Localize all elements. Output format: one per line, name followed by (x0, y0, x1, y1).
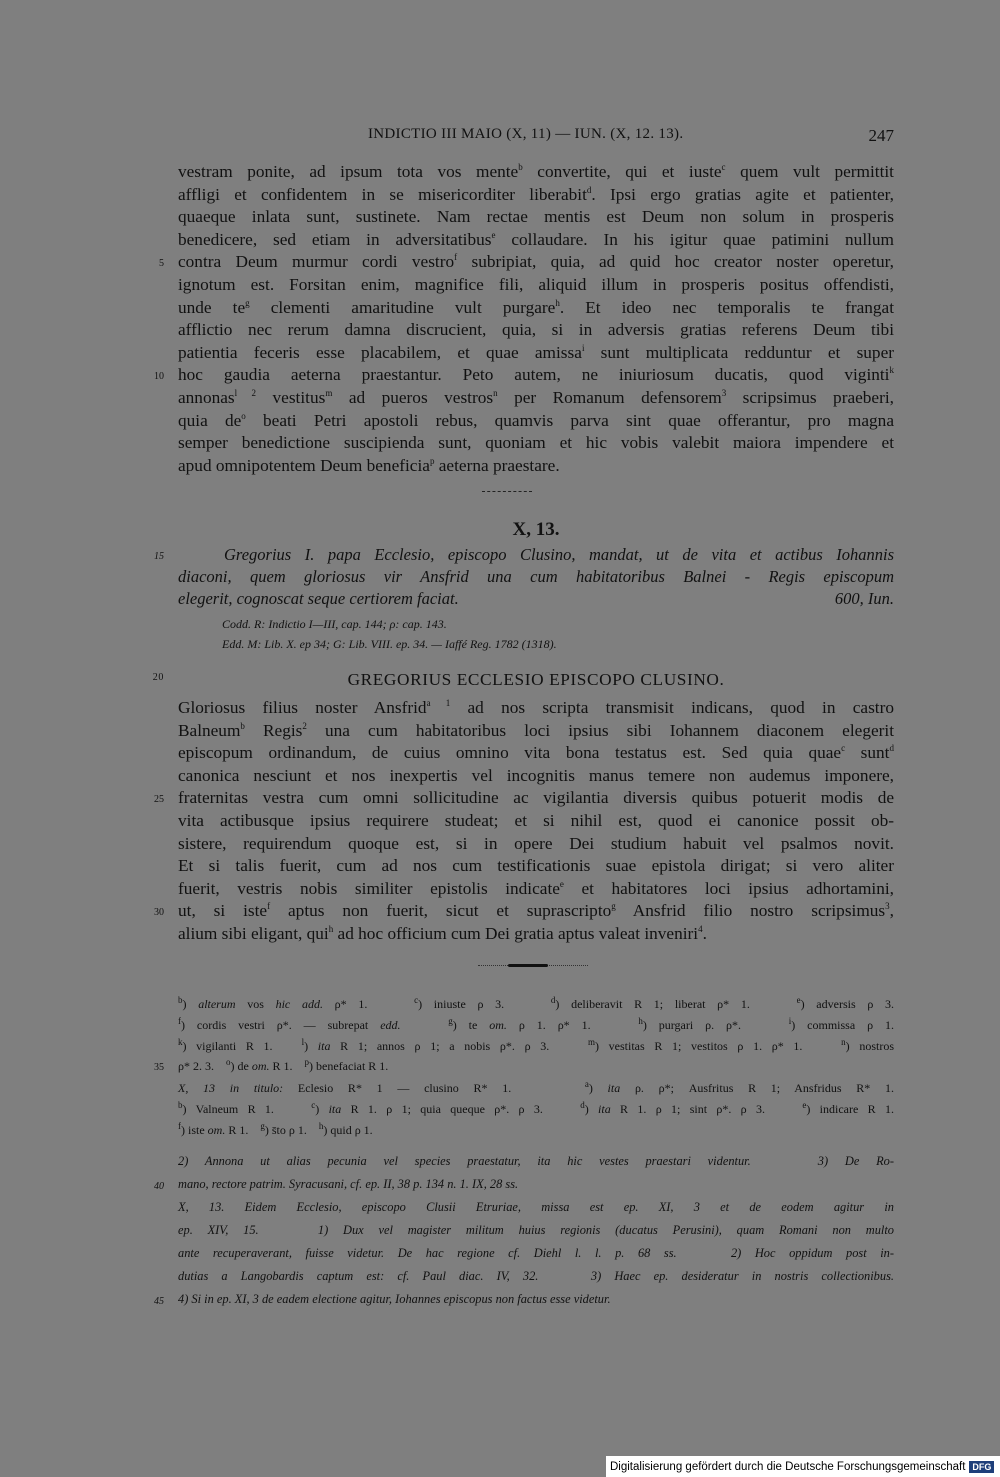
text-line: sistere, requirendum quoque est, si in opere Dei studium habuit vel psalmos novit. (178, 833, 894, 853)
text-line: benedicere, sed etiam in adversitatibus$^e$ collaudare. In his igitur quae patimini nullum (178, 229, 894, 249)
note-line: $^b$) alterum vos hic add. ρ* 1. $^c$) iniuste ρ 3. $^d$) deliberavit R 1; liberat ρ* 1. $^e$) adversis ρ 3. (178, 995, 895, 1011)
note-line: X, 13 in titulo: Eclesio R* 1 — clusino R* 1. $^a$) ita ρ. ρ*; Ausfritus R 1; Ansfridus R* 1. (178, 1079, 894, 1095)
note-line: 4) Si in ep. XI, 3 de eadem electione agitur, Iohannes episcopus non factus esse videtur. (178, 1292, 611, 1306)
apparatus-notes-title (178, 1078, 894, 1140)
line-number: 45 (154, 1296, 164, 1307)
explanatory-notes-x13 (154, 1196, 894, 1311)
regest-line: elegerit, cognoscat seque certiorem faciat. (178, 589, 459, 608)
line-number: 20 (152, 672, 164, 683)
note-line: $^f$) cordis vestri ρ*. — subrepat edd. $^g$) te om. ρ 1. ρ* 1. $^h$) purgari ρ. ρ*. $^i$) commissa ρ 1. (178, 1015, 895, 1032)
note-line: ep. XIV, 15. 1) Dux vel magister militum huius regionis (ducatus Perusini), quam Romani non multo (178, 1223, 894, 1237)
line-number: 15 (154, 551, 164, 562)
note-line: dutias a Langobardis captum est: cf. Paul diac. IV, 32. 3) Haec ep. desideratur in nostris collectionibus. (178, 1269, 894, 1283)
editions-line: Edd. M: Lib. X. ep 34; G: Lib. VIII. ep. 34. — Iaffé Reg. 1782 (1318). (222, 637, 557, 651)
addressee-heading (152, 670, 894, 690)
text-line: alium sibi eligant, qui$^h$ ad hoc officium cum Dei gratia aptus valeat inveniri$^4$. (178, 923, 707, 943)
explanatory-notes (154, 1150, 894, 1196)
text-line: hoc gaudia aeterna praestantur. Peto autem, ne iniuriosum ducatis, quod viginti$^k$ (178, 365, 894, 385)
line-number: 40 (154, 1181, 164, 1192)
text-line: episcopum ordinandum, de cuius omnino vita bona testatus est. Sed quia quae$^c$ sunt$^d$ (178, 743, 894, 763)
text-line: unde $te^g$ clementi amaritudine vult purgare$^h$. Et ideo nec temporalis te frangat (178, 297, 895, 317)
text-line: ignotum est. Forsitan enim, magnifice fili, aliquid illum in prosperis positus offendisti, (178, 274, 894, 294)
text-line: affligi et confidentem in se misericorditer liberabit$^d$. Ipsi ergo gratias agite et patienter, (178, 184, 894, 204)
end-separator (478, 964, 588, 968)
text-line: canonica nesciunt et nos inexpertis vel incognitis manus temere non audemus imponere, (178, 765, 894, 785)
letter-body-continued (154, 161, 895, 477)
footer-text: Digitalisierung gefördert durch die Deutsche Forschungsgemeinschaft (610, 1460, 966, 1473)
addressee-text: GREGORIUS ECCLESIO EPISCOPO CLUSINO. (347, 670, 725, 689)
note-line: 2) Annona ut alias pecunia vel species praestatur, ita hic vestes praestari videntur. 3) De Ro- (178, 1154, 894, 1168)
text-line: afflictio nec rerum damna discrucient, quia, si in adversis gratias referens Deum tibi (178, 320, 894, 340)
text-line: fraternitas vestra cum omni sollicitudine ac vigilantia diversis quibus potuerit modis de (178, 788, 894, 808)
text-line: Et si talis fuerit, cum ad nos cum testificationis suae epistola dirigat; si vero aliter (178, 856, 894, 876)
section-separator (482, 491, 532, 494)
note-line: $^b$) Valneum R 1. $^c$) ita R 1. ρ 1; quia queque ρ*. ρ 3. $^d$) ita R 1. ρ 1; sint ρ*. ρ 3. $^e$) indicare R 1. (178, 1099, 894, 1116)
text-line: Balneum$^b$ Regis$^2$ una cum habitatoribus loci ipsius sibi Iohannem diaconem elegerit (178, 720, 894, 740)
text-line: fuerit, vestris nobis similiter epistolis indicate$^e$ et habitatores loci ipsius adhortamini, (178, 878, 894, 898)
regest (154, 544, 894, 610)
text-line: ut, si iste$^f$ aptus non fuerit, sicut et suprascripto$^g$ Ansfrid filio nostro scripsimus$^3$, (178, 901, 894, 921)
text-line: Gloriosus filius noster Ansfrid$^{a 1}$ ad nos scripta transmisit indicans, quod in castro (178, 698, 894, 717)
letter-body (154, 697, 894, 946)
document-number: X, 13. (512, 519, 560, 540)
line-number: 30 (154, 907, 164, 919)
text-line: apud omnipotentem Deum beneficia$^p$ aeterna praestare. (178, 455, 560, 475)
text-line: vita actibusque ipsius requirere studeat; et si nihil est, quod ei canonice possit ob- (178, 810, 894, 830)
page-number: 247 (868, 126, 894, 145)
note-line: $^k$) vigilanti R 1. $^l$) ita R 1; annos ρ 1; a nobis ρ*. ρ 3. $^m$) vestitas R 1; vestitos ρ 1. ρ* 1. $^n$) nostros (178, 1036, 895, 1053)
running-title: INDICTIO III MAIO (X, 11) — IUN. (X, 12. 13). (368, 126, 684, 142)
text-line: annonas$^{l 2}$ vestitus$^m$ ad pueros vestros$^n$ per Romanum defensorem$^3$ scripsimus praeberi, (178, 387, 894, 407)
text-line: vestram ponite, ad ipsum tota vos mente$^b$ convertite, qui et iuste$^c$ quem vult permittit (178, 162, 894, 181)
note-line: mano, rectore patrim. Syracusani, cf. ep. II, 38 p. 134 n. 1. IX, 28 ss. (178, 1177, 519, 1191)
text-line: quia $de^o$ beati Petri apostoli rebus, quamvis parva sint quae offerantur, pro magna (178, 410, 894, 430)
regest-line: Gregorius I. papa Ecclesio, episcopo Clusino, mandat, ut de vita et actibus Iohannis (224, 545, 894, 564)
codices-line: Codd. R: Indictio I—III, cap. 144; ρ: cap. 143. (222, 617, 447, 631)
funding-footer (606, 1456, 1000, 1477)
note-line: ante recuperaverant, fuisse videtur. De hac regione cf. Diehl l. l. p. 68 ss. 2) Hoc oppidum post in- (178, 1246, 894, 1260)
text-line: patientia feceris esse placabilem, et quae amissa$^i$ sunt multiplicata redduntur et super (178, 342, 895, 362)
note-line: $^f$) iste om. R 1. $^g$) s̄to ρ 1. $^h$) quid ρ 1. (178, 1120, 373, 1137)
text-line: semper benedictione suscipienda sunt, quoniam et hic vobis valebit maiora impendere et (178, 433, 894, 453)
line-number: 25 (154, 794, 164, 806)
regest-date: 600, Iun. (834, 589, 894, 608)
text-line: quaeque inlata sunt, sustinete. Nam rectae mentis est Deum non solum in prosperis (178, 207, 894, 227)
line-number: 5 (159, 258, 164, 270)
text-line: contra Deum murmur cordi vestro$^f$ subripiat, quia, ad quid hoc creator noster operetur, (178, 252, 894, 272)
regest-line: diaconi, quem gloriosus vir Ansfrid una cum habitatoribus Balnei - Regis episcopum (178, 567, 894, 586)
apparatus-notes (154, 994, 895, 1077)
line-number: 35 (154, 1062, 164, 1074)
note-line: X, 13. Eidem Ecclesio, episcopo Clusii Etruriae, missa est ep. XI, 3 et de eodem agitur in (178, 1200, 894, 1214)
dfg-logo: DFG (969, 1461, 994, 1473)
line-number: 10 (154, 371, 164, 383)
note-line: ρ* 2. 3. $^o$) de om. R 1. $^p$) benefaciat R 1. (178, 1057, 389, 1074)
